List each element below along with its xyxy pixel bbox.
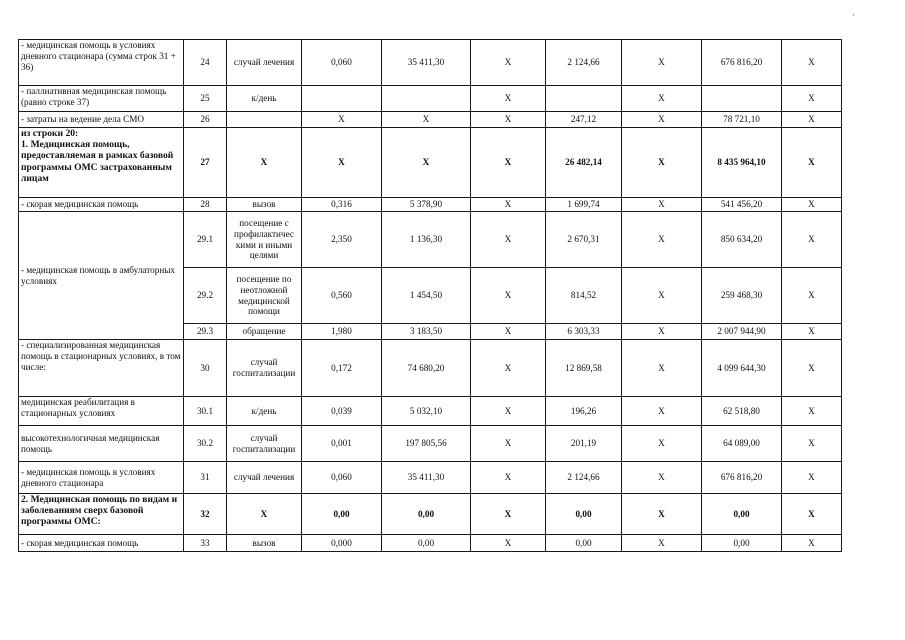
col7-cell: 541 456,20 [702,198,782,212]
col4-cell: X [471,268,546,324]
norm-cell: 0,316 [302,198,382,212]
col4-cell: X [471,340,546,397]
col7-cell: 850 634,20 [702,212,782,268]
col8-cell: X [782,426,842,462]
table-row [19,462,842,494]
row-number: 30.1 [184,397,227,426]
col7-cell: 676 816,20 [702,40,782,86]
row-number: 29.1 [184,212,227,268]
corner-mark: ‘ [852,12,855,21]
cost-cell: 0,00 [382,494,471,535]
row-description: из строки 20: 1. Медицинская помощь, предоставляемая в рамках базовой программы ОМС застрахованным лицам [19,128,184,198]
norm-cell: X [302,112,382,128]
col7-cell: 676 816,20 [702,462,782,494]
cost-cell: 5 032,10 [382,397,471,426]
col4-cell: X [471,426,546,462]
col8-cell: X [782,324,842,340]
col4-cell: X [471,535,546,552]
col7-cell: 64 089,00 [702,426,782,462]
col5-cell: 12 869,58 [546,340,622,397]
table-row [19,198,842,212]
norm-cell: 0,060 [302,40,382,86]
unit-cell: случай госпитализации [227,340,302,397]
row-description: - скорая медицинская помощь [19,198,184,212]
col8-cell: X [782,40,842,86]
col6-cell: X [622,268,702,324]
col4-cell: X [471,324,546,340]
row-number: 32 [184,494,227,535]
norm-cell: 0,560 [302,268,382,324]
row-number: 30.2 [184,426,227,462]
unit-cell: к/день [227,397,302,426]
unit-cell: обращение [227,324,302,340]
col5-cell: 1 699,74 [546,198,622,212]
col8-cell: X [782,397,842,426]
col7-cell: 62 518,80 [702,397,782,426]
norm-cell: 0,172 [302,340,382,397]
cost-cell: 35 411,30 [382,462,471,494]
table-row [19,128,842,198]
col5-cell: 814,52 [546,268,622,324]
row-number: 29.3 [184,324,227,340]
unit-cell: посещение по неотложной медицинской помощи [227,268,302,324]
col5-cell: 201,19 [546,426,622,462]
col6-cell: X [622,340,702,397]
col8-cell: X [782,462,842,494]
col8-cell: X [782,494,842,535]
unit-cell: посещение с профилактичес кими и иными целями [227,212,302,268]
col4-cell: X [471,128,546,198]
col5-cell: 2 670,31 [546,212,622,268]
row-description: - специализированная медицинская помощь в стационарных условиях, в том числе: [19,340,184,397]
unit-cell: случай госпитализации [227,426,302,462]
table-row [19,86,842,112]
row-number: 31 [184,462,227,494]
row-description: - затраты на ведение дела СМО [19,112,184,128]
unit-cell: X [227,494,302,535]
norm-cell: 1,980 [302,324,382,340]
row-description: - медицинская помощь в амбулаторных условиях [19,212,184,340]
col8-cell: X [782,128,842,198]
col6-cell: X [622,426,702,462]
unit-cell: к/день [227,86,302,112]
col4-cell: X [471,212,546,268]
col6-cell: X [622,86,702,112]
col6-cell: X [622,112,702,128]
cost-cell: 35 411,30 [382,40,471,86]
col5-cell: 2 124,66 [546,40,622,86]
col8-cell: X [782,198,842,212]
col8-cell: X [782,86,842,112]
norm-cell: 2,350 [302,212,382,268]
row-number: 26 [184,112,227,128]
row-number: 30 [184,340,227,397]
cost-cell: 5 378,90 [382,198,471,212]
col6-cell: X [622,324,702,340]
financial-table [18,39,842,552]
col5-cell: 2 124,66 [546,462,622,494]
col5-cell: 0,00 [546,535,622,552]
table-row [19,112,842,128]
col4-cell: X [471,40,546,86]
row-number: 24 [184,40,227,86]
row-number: 27 [184,128,227,198]
col6-cell: X [622,212,702,268]
col7-cell: 78 721,10 [702,112,782,128]
row-description: высокотехнологичная медицинская помощь [19,426,184,462]
col8-cell: X [782,340,842,397]
cost-cell: 0,00 [382,535,471,552]
col6-cell: X [622,535,702,552]
row-number: 33 [184,535,227,552]
row-number: 25 [184,86,227,112]
row-description: медицинская реабилитация в стационарных условиях [19,397,184,426]
norm-cell: 0,000 [302,535,382,552]
unit-cell: вызов [227,198,302,212]
col5-cell: 196,26 [546,397,622,426]
unit-cell: вызов [227,535,302,552]
cost-cell: 1 136,30 [382,212,471,268]
col5-cell: 0,00 [546,494,622,535]
row-description: - медицинская помощь в условиях дневного стационара [19,462,184,494]
col7-cell: 0,00 [702,535,782,552]
table-row [19,212,842,268]
norm-cell: X [302,128,382,198]
table-row [19,397,842,426]
cost-cell: X [382,128,471,198]
col7-cell [702,86,782,112]
col7-cell: 2 007 944,90 [702,324,782,340]
col5-cell [546,86,622,112]
col6-cell: X [622,128,702,198]
col7-cell: 4 099 644,30 [702,340,782,397]
col8-cell: X [782,112,842,128]
row-description: 2. Медицинская помощь по видам и заболеваниям сверх базовой программы ОМС: [19,494,184,535]
norm-cell: 0,00 [302,494,382,535]
unit-cell: случай лечения [227,40,302,86]
cost-cell: 197 805,56 [382,426,471,462]
col4-cell: X [471,86,546,112]
col4-cell: X [471,462,546,494]
unit-cell: случай лечения [227,462,302,494]
cost-cell: 74 680,20 [382,340,471,397]
table-row [19,494,842,535]
cost-cell: 1 454,50 [382,268,471,324]
table-row [19,340,842,397]
cost-cell [382,86,471,112]
unit-cell [227,112,302,128]
col6-cell: X [622,397,702,426]
norm-cell: 0,039 [302,397,382,426]
table-row [19,40,842,86]
col5-cell: 26 482,14 [546,128,622,198]
col4-cell: X [471,494,546,535]
row-description: - паллиативная медицинская помощь (равно строке 37) [19,86,184,112]
col5-cell: 6 303,33 [546,324,622,340]
col8-cell: X [782,212,842,268]
col6-cell: X [622,40,702,86]
cost-cell: 3 183,50 [382,324,471,340]
unit-cell: X [227,128,302,198]
col7-cell: 259 468,30 [702,268,782,324]
col8-cell: X [782,268,842,324]
row-description: - медицинская помощь в условиях дневного стационара (сумма строк 31 + 36) [19,40,184,86]
cost-cell: X [382,112,471,128]
col6-cell: X [622,494,702,535]
col7-cell: 8 435 964,10 [702,128,782,198]
table-row [19,426,842,462]
row-number: 28 [184,198,227,212]
norm-cell [302,86,382,112]
col6-cell: X [622,462,702,494]
col6-cell: X [622,198,702,212]
norm-cell: 0,060 [302,462,382,494]
table-row [19,535,842,552]
row-number: 29.2 [184,268,227,324]
norm-cell: 0,001 [302,426,382,462]
col4-cell: X [471,112,546,128]
col4-cell: X [471,397,546,426]
row-description: - скорая медицинская помощь [19,535,184,552]
col7-cell: 0,00 [702,494,782,535]
col8-cell: X [782,535,842,552]
col5-cell: 247,12 [546,112,622,128]
col4-cell: X [471,198,546,212]
